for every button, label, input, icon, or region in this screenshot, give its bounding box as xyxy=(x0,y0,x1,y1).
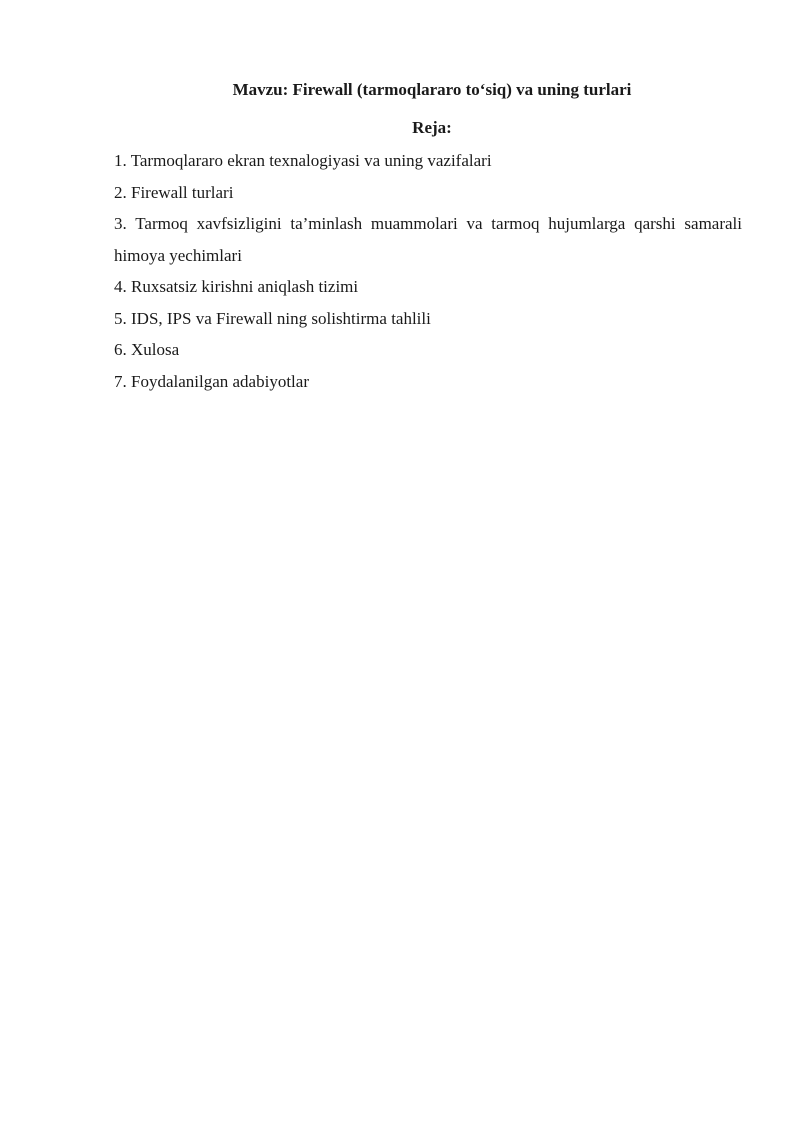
plan-item: 5. IDS, IPS va Firewall ning solishtirma tahlili xyxy=(114,308,431,328)
plan-item: 4. Ruxsatsiz kirishni aniqlash tizimi xyxy=(114,277,359,296)
plan-item: 6. Xulosa xyxy=(114,340,180,359)
plan-item: 7. Foydalanilgan adabiyotlar xyxy=(114,371,309,391)
document-title: Mavzu: Firewall (tarmoqlararo to‘siq) va uning turlari xyxy=(232,80,632,99)
plan-item: 3. Tarmoq xavfsizligini ta’minlash muammolari va tarmoq hujumlarga qarshi samarali himoya yechimlari xyxy=(114,214,742,265)
plan-heading: Reja: xyxy=(412,117,452,137)
plan-list xyxy=(114,145,742,397)
document-content xyxy=(114,74,742,397)
plan-item: 2. Firewall turlari xyxy=(114,182,234,202)
plan-item: 1. Tarmoqlararo ekran texnalogiyasi va uning vazifalari xyxy=(114,151,492,170)
